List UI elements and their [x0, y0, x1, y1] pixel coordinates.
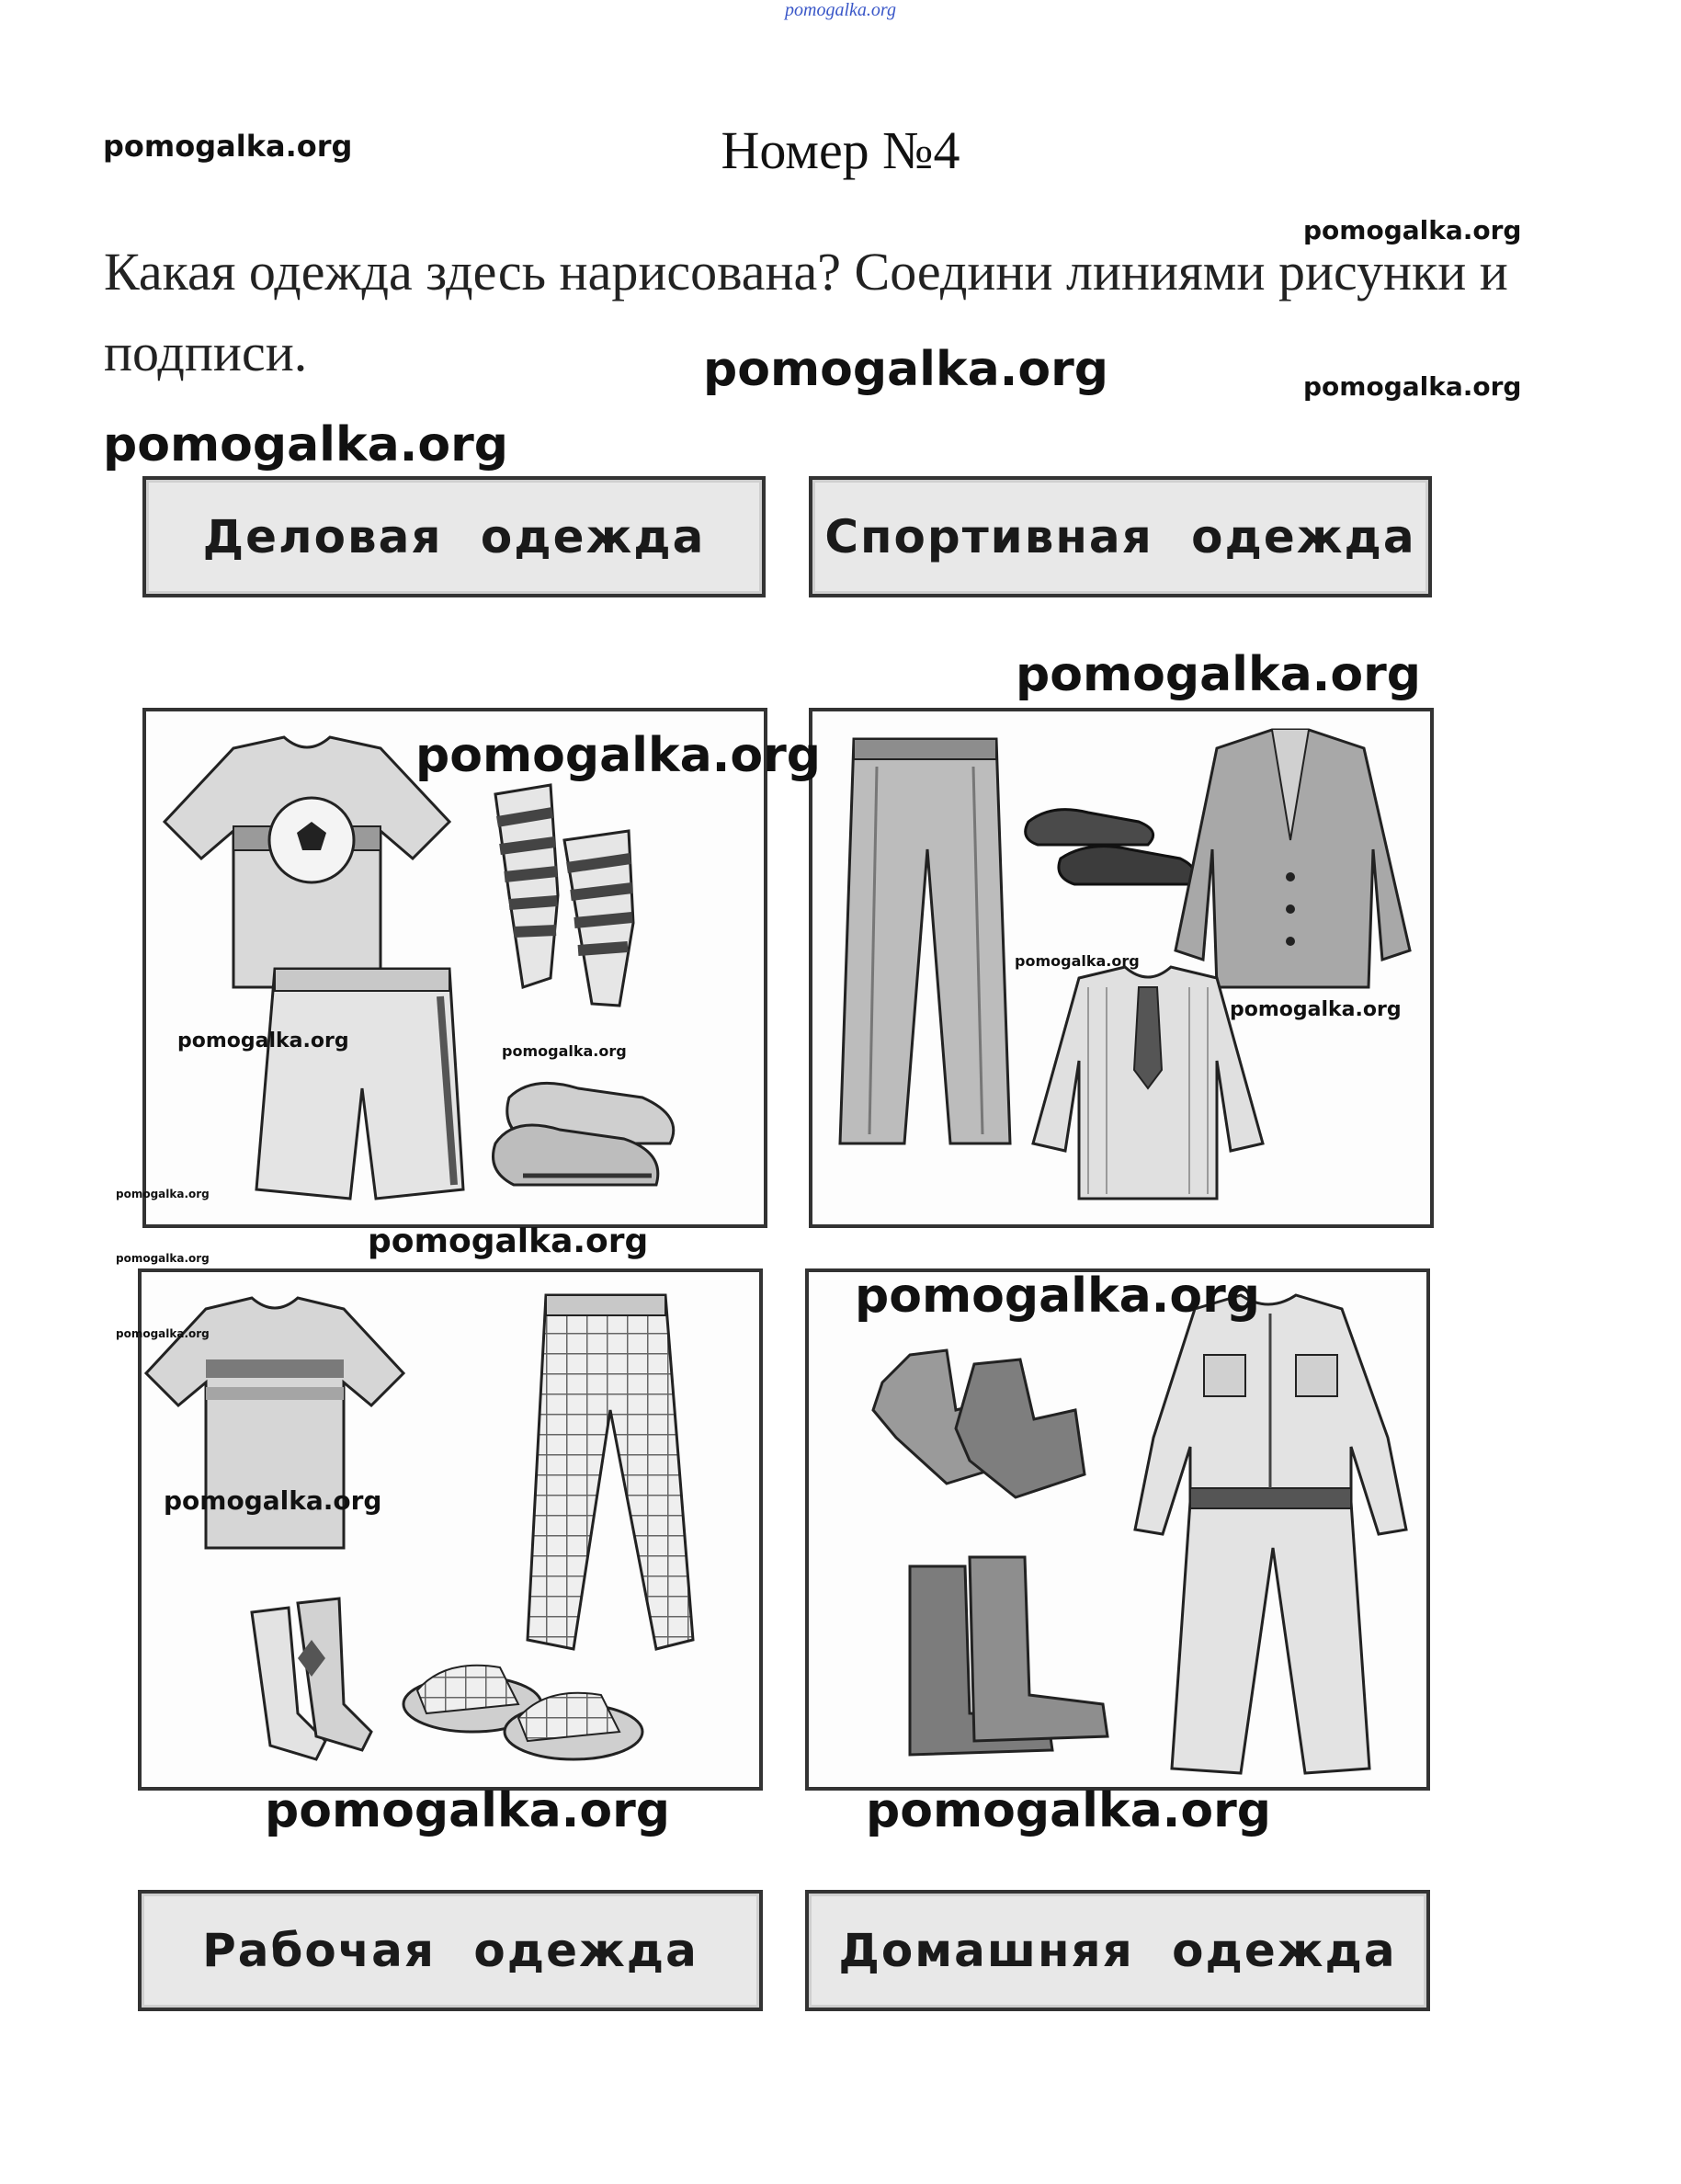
- suit-jacket-icon: [1176, 730, 1410, 987]
- slippers-icon: [403, 1666, 642, 1759]
- watermark: pomogalka.org: [103, 417, 509, 472]
- coveralls-icon: [1135, 1295, 1406, 1773]
- label-work-clothes: [138, 1890, 763, 2011]
- picture-home-set: [138, 1268, 763, 1791]
- watermark: pomogalka.org: [116, 1327, 210, 1340]
- picture-work-set: [805, 1268, 1430, 1791]
- label-sport-text: Спортивная одежда: [824, 510, 1416, 563]
- top-site-link[interactable]: pomogalka.org: [785, 0, 896, 20]
- watermark: pomogalka.org: [502, 1042, 627, 1060]
- label-work-text: Рабочая одежда: [202, 1924, 699, 1977]
- football-tshirt-icon: [165, 737, 449, 987]
- watermark: pomogalka.org: [1015, 952, 1140, 970]
- picture-sport-set: [142, 708, 767, 1228]
- football-socks-icon: [495, 785, 633, 1006]
- watermark: pomogalka.org: [1303, 215, 1522, 245]
- watermark: pomogalka.org: [855, 1268, 1261, 1324]
- watermark: pomogalka.org: [265, 1783, 671, 1838]
- dress-shoes-icon: [1026, 810, 1195, 884]
- trousers-icon: [840, 739, 1010, 1143]
- watermark: pomogalka.org: [703, 342, 1109, 397]
- watermark: pomogalka.org: [116, 1188, 210, 1200]
- socks-icon: [252, 1598, 371, 1759]
- label-home-clothes: [805, 1890, 1430, 2011]
- watermark: pomogalka.org: [1303, 371, 1522, 402]
- label-business-text: Деловая одежда: [202, 510, 706, 563]
- rubber-boots-icon: [910, 1557, 1107, 1755]
- label-business-clothes: [142, 476, 766, 597]
- work-gloves-icon: [873, 1350, 1085, 1497]
- checkered-pants-icon: [528, 1295, 693, 1649]
- label-home-text: Домашняя одежда: [838, 1924, 1397, 1977]
- page-title: Номер №4: [721, 120, 960, 180]
- watermark: pomogalka.org: [1016, 647, 1422, 702]
- football-boots-icon: [494, 1083, 674, 1185]
- watermark: pomogalka.org: [415, 728, 822, 783]
- shirt-with-tie-icon: [1033, 967, 1263, 1199]
- watermark: pomogalka.org: [116, 1252, 210, 1265]
- watermark: pomogalka.org: [368, 1223, 649, 1260]
- watermark: pomogalka.org: [177, 1029, 349, 1052]
- watermark: pomogalka.org: [1230, 998, 1402, 1021]
- watermark: pomogalka.org: [103, 129, 353, 164]
- football-shorts-icon: [256, 969, 463, 1199]
- watermark: pomogalka.org: [164, 1485, 382, 1516]
- label-sport-clothes: [809, 476, 1432, 597]
- watermark: pomogalka.org: [866, 1783, 1272, 1838]
- task-text: Какая одежда здесь нарисована? Соедини линиями рисунки и подписи.: [104, 242, 1508, 382]
